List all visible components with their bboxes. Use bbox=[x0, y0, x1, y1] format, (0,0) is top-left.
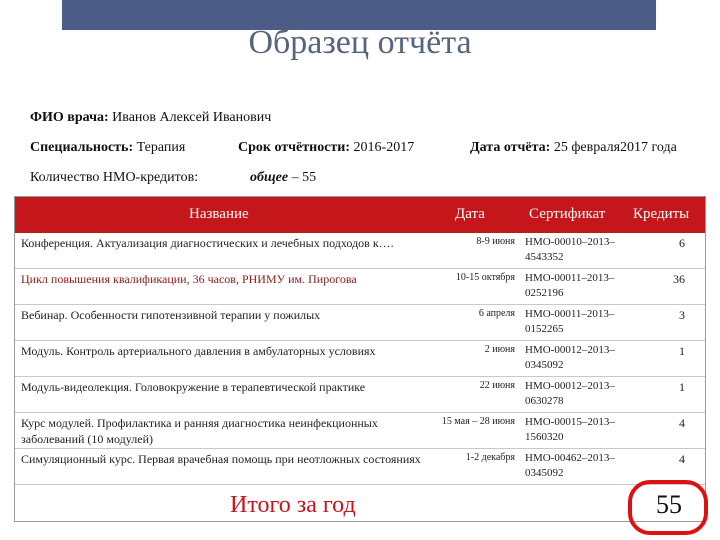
row-certificate: НМО-00012–2013–0345092 bbox=[525, 344, 615, 371]
report-date-line bbox=[470, 140, 677, 156]
total-value: 55 bbox=[656, 490, 682, 519]
doctor-name-line bbox=[30, 110, 271, 126]
header-certificate: Сертификат bbox=[529, 206, 606, 222]
credits-table bbox=[14, 196, 706, 522]
table-row bbox=[15, 449, 705, 485]
table-row bbox=[15, 233, 705, 269]
row-date: 6 апреля bbox=[478, 308, 515, 319]
row-credits: 3 bbox=[679, 308, 685, 322]
header-date: Дата bbox=[455, 206, 485, 222]
period-line bbox=[238, 140, 414, 156]
period-value: 2016-2017 bbox=[353, 140, 415, 155]
row-date: 10-15 октября bbox=[455, 272, 515, 283]
row-date: 15 мая – 28 июня bbox=[441, 416, 515, 427]
row-certificate: НМО-00010–2013–4543352 bbox=[525, 236, 615, 263]
table-row bbox=[15, 305, 705, 341]
row-certificate: НМО-00015–2013–1560320 bbox=[525, 416, 615, 443]
credits-total-line bbox=[250, 170, 316, 186]
row-name: Модуль. Контроль артериального давления в амбулаторных условиях bbox=[21, 344, 376, 358]
row-credits: 1 bbox=[679, 344, 685, 358]
row-name: Конференция. Актуализация диагностических и лечебных подходов к…. bbox=[21, 236, 394, 250]
report-date-label: Дата отчёта: bbox=[470, 140, 551, 155]
row-name: Симуляционный курс. Первая врачебная помощь при неотложных состояниях bbox=[21, 452, 421, 466]
row-date: 22 июня bbox=[479, 380, 515, 391]
header-credits: Кредиты bbox=[633, 206, 690, 222]
row-credits: 6 bbox=[679, 236, 685, 250]
credits-label: Количество НМО-кредитов: bbox=[30, 170, 199, 185]
credits-total-label: общее bbox=[250, 170, 289, 185]
table-row bbox=[15, 341, 705, 377]
row-date: 1-2 декабря bbox=[465, 452, 515, 463]
row-date: 8-9 июня bbox=[476, 236, 515, 247]
page-title: Образец отчёта bbox=[248, 24, 472, 61]
period-label: Срок отчётности: bbox=[238, 140, 351, 155]
credits-total-value: – 55 bbox=[291, 170, 317, 185]
specialty-label: Специальность: bbox=[30, 140, 134, 155]
row-certificate: НМО-00011–2013–0152265 bbox=[525, 308, 615, 335]
report-date-value: 25 февраля2017 года bbox=[553, 140, 677, 155]
doctor-name-label: ФИО врача: bbox=[30, 110, 109, 125]
row-name: Курс модулей. Профилактика и ранняя диагностика неинфекционных заболеваний (10 модулей) bbox=[21, 416, 378, 446]
row-name: Вебинар. Особенности гипотензивной терапии у пожилых bbox=[21, 308, 321, 322]
total-label: Итого за год bbox=[230, 492, 356, 518]
row-credits: 4 bbox=[679, 452, 685, 466]
header-name: Название bbox=[189, 206, 249, 222]
doctor-name: Иванов Алексей Иванович bbox=[112, 110, 272, 125]
row-name: Модуль-видеолекция. Головокружение в терапевтической практике bbox=[21, 380, 366, 394]
table-row bbox=[15, 269, 705, 305]
row-certificate: НМО-00012–2013–0630278 bbox=[525, 380, 615, 407]
row-date: 2 июня bbox=[484, 344, 515, 355]
table-row bbox=[15, 413, 705, 449]
table-header bbox=[15, 197, 705, 233]
specialty-value: Терапия bbox=[136, 140, 186, 155]
row-certificate: НМО-00462–2013–0345092 bbox=[525, 452, 615, 479]
row-name: Цикл повышения квалификации, 36 часов, РНИМУ им. Пирогова bbox=[21, 272, 357, 286]
row-credits: 1 bbox=[679, 380, 685, 394]
specialty-line bbox=[30, 140, 185, 156]
table-row bbox=[15, 377, 705, 413]
row-credits: 4 bbox=[679, 416, 685, 430]
row-certificate: НМО-00011–2013–0252196 bbox=[525, 272, 615, 299]
row-credits: 36 bbox=[673, 272, 685, 286]
